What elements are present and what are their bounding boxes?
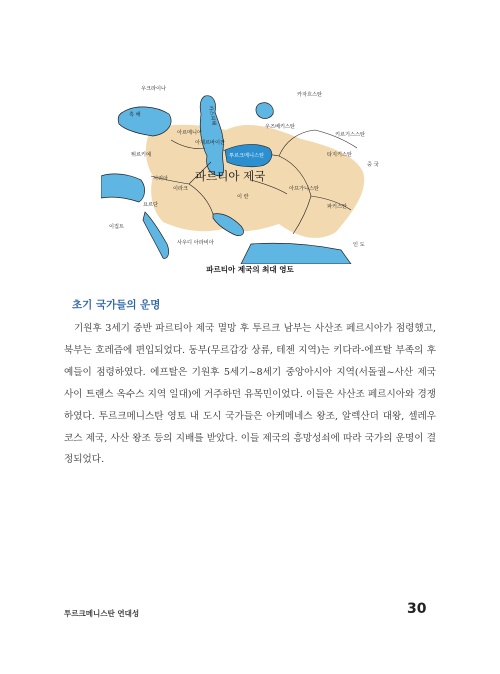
body-paragraph: 기원후 3세기 중반 파르티아 제국 멸망 후 투르크 남부는 사산조 페르시아가 점령했고, 북부는 호레즘에 편입되었다. 동부(무르갑강 상류, 테젠 지역)는 키다라-에프탈 부족의 후예들이 점령하였다. 에프탈은 기원후 5세기~8세기 중앙아시아 지역(서돌궐~사산 제국 사이 트랜스 옥수스 지역 일대)에 거주하던 유목민이었다. 이들은 사산조 페르시아와 경쟁하였다. 투르크메니스탄 영토 내 도시 국가들은 아케메네스 왕조, 알렉산더 대왕, 셀레우코스 제국, 사산 왕조 등의 지배를 받았다. 이들 제국의 흥망성쇠에 따라 국가의 운명이 결정되었다. [64,323,436,466]
label-china: 중 국 [367,162,379,168]
label-caspian-sea: 카스피해 [207,105,217,127]
label-turkey: 튀르키예 [131,152,152,158]
label-turkmenistan: 투르크메니스탄 [229,153,265,159]
parthian-empire-map [101,84,397,264]
footer-book-title: 투르크메니스탄 연대성 [64,609,140,618]
label-kyrgyzstan: 키르기스스탄 [335,132,366,138]
label-afghanistan: 아프가니스탄 [289,186,320,192]
label-ukraine: 우크라이나 [141,86,167,92]
label-saudi-arabia: 사우디 아라비아 [177,240,214,246]
label-egypt: 이집트 [109,224,125,230]
section-heading: 초기 국가들의 운명 [72,299,161,311]
aral-sea [256,103,273,119]
label-pakistan: 파키스탄 [327,204,348,210]
label-tajikistan: 타지키스탄 [327,152,353,158]
body-text [64,318,436,471]
label-iraq: 이라크 [173,186,189,192]
label-kazakhstan: 카자흐스탄 [297,92,323,98]
map-svg [101,84,397,264]
label-india: 인 도 [353,242,365,248]
label-black-sea: 흑 해 [129,112,141,118]
label-iran: 이 란 [237,194,249,200]
label-syria: 시리아 [153,176,169,182]
label-uzbekistan: 우즈베키스탄 [265,124,296,130]
label-azerbaijan: 아제르바이잔 [195,140,226,146]
map-caption: 파르티아 제국의 최대 영토 [206,265,294,274]
label-armenia: 아르메니아 [177,130,203,136]
page-number: 30 [407,601,427,617]
label-jordan: 요르단 [143,202,159,208]
map-title: 파르티아 제국 [195,169,266,183]
